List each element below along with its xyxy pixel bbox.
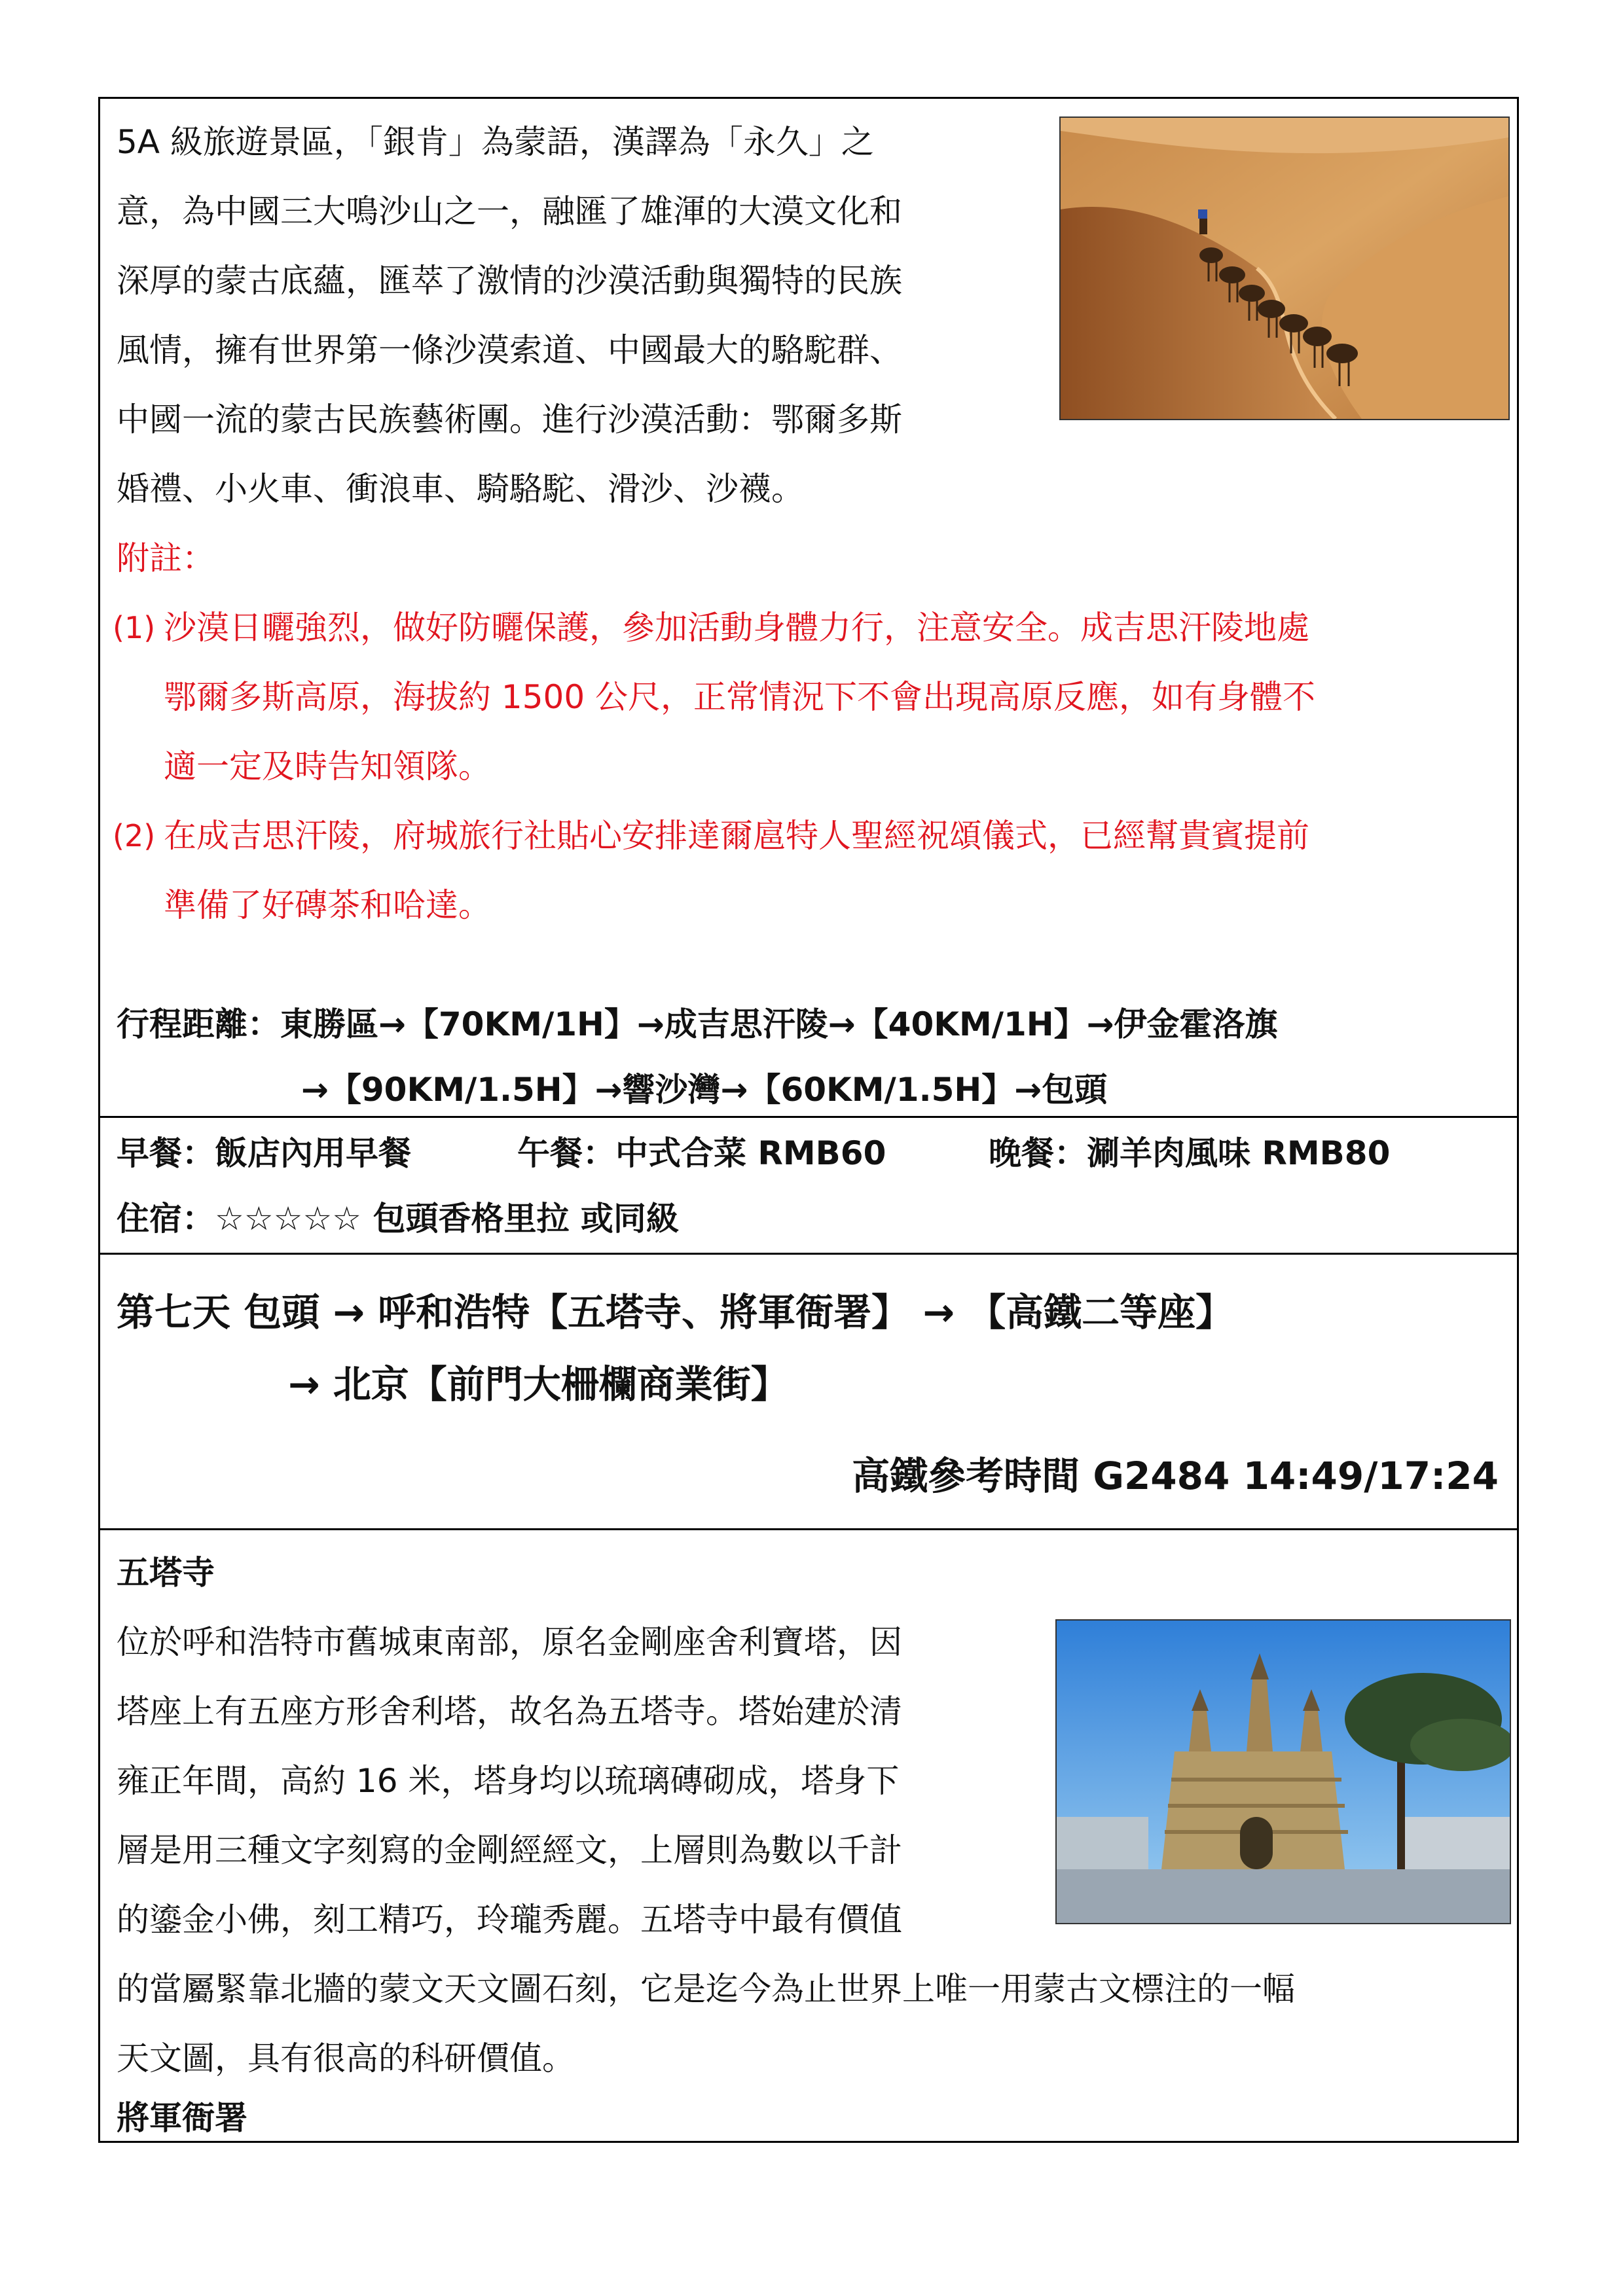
intro-line: 中國一流的蒙古民族藝術團。進行沙漠活動：鄂爾多斯 bbox=[117, 401, 902, 439]
wuta-line: 塔座上有五座方形舍利塔，故名為五塔寺。塔始建於清 bbox=[117, 1693, 902, 1731]
wuta-line: 位於呼和浩特市舊城東南部，原名金剛座舍利寶塔，因 bbox=[117, 1623, 902, 1661]
day-title: 第七天 包頭 → 呼和浩特【五塔寺、將軍衙署】 → 【高鐵二等座】 bbox=[117, 1290, 1234, 1335]
note-line: 在成吉思汗陵，府城旅行社貼心安排達爾扈特人聖經祝頌儀式，已經幫貴賓提前 bbox=[164, 817, 1309, 855]
note-line: 準備了好磚茶和哈達。 bbox=[164, 886, 491, 924]
intro-line: 深厚的蒙古底蘊，匯萃了激情的沙漠活動與獨特的民族 bbox=[117, 262, 902, 300]
note-line: 沙漠日曬強烈，做好防曬保護，參加活動身體力行，注意安全。成吉思汗陵地處 bbox=[164, 609, 1309, 647]
five-pagoda-photo bbox=[1055, 1619, 1511, 1924]
day-title-continued: → 北京【前門大柵欄商業街】 bbox=[288, 1362, 789, 1407]
intro-line: 風情，擁有世界第一條沙漠索道、中國最大的駱駝群、 bbox=[117, 331, 902, 369]
wuta-line: 層是用三種文字刻寫的金剛經經文，上層則為數以千計 bbox=[117, 1831, 902, 1869]
wuta-line: 的鎏金小佛，刻工精巧，玲瓏秀麗。五塔寺中最有價值 bbox=[117, 1901, 902, 1939]
section-heading-wuta: 五塔寺 bbox=[117, 1554, 215, 1592]
divider bbox=[98, 1253, 1519, 1255]
meal-breakfast: 早餐：飯店內用早餐 bbox=[117, 1134, 411, 1172]
note-marker: (1) bbox=[113, 610, 156, 645]
intro-line: 5A 級旅遊景區，「銀肯」為蒙語，漢譯為「永久」之 bbox=[117, 123, 874, 161]
divider bbox=[98, 1528, 1519, 1530]
wuta-line: 的當屬緊靠北牆的蒙文天文圖石刻，它是迄今為止世界上唯一用蒙古文標注的一幅 bbox=[117, 1970, 1295, 2008]
meal-dinner: 晚餐：涮羊肉風味 RMB80 bbox=[989, 1134, 1391, 1172]
route-distance: 行程距離：東勝區→【70KM/1H】→成吉思汗陵→【40KM/1H】→伊金霍洛旗 bbox=[117, 1005, 1278, 1043]
desert-camel-photo bbox=[1059, 117, 1510, 420]
note-line: 鄂爾多斯高原，海拔約 1500 公尺，正常情況下不會出現高原反應，如有身體不 bbox=[164, 678, 1316, 716]
note-line: 適一定及時告知領隊。 bbox=[164, 747, 491, 785]
train-reference-time: 高鐵參考時間 G2484 14:49/17:24 bbox=[852, 1454, 1499, 1498]
route-distance-continued: →【90KM/1.5H】→響沙灣→【60KM/1.5H】→包頭 bbox=[301, 1071, 1108, 1109]
intro-line: 意，為中國三大鳴沙山之一，融匯了雄渾的大漠文化和 bbox=[117, 192, 902, 230]
wuta-line: 雍正年間，高約 16 米，塔身均以琉璃磚砌成，塔身下 bbox=[117, 1762, 900, 1800]
notes-heading: 附註： bbox=[117, 539, 215, 577]
note-marker: (2) bbox=[113, 818, 156, 853]
hotel-info: 住宿：☆☆☆☆☆ 包頭香格里拉 或同級 bbox=[117, 1200, 679, 1238]
intro-line: 婚禮、小火車、衝浪車、騎駱駝、滑沙、沙襪。 bbox=[117, 470, 804, 508]
wuta-line: 天文圖，具有很高的科研價值。 bbox=[117, 2039, 575, 2077]
section-heading-general-office: 將軍衙署 bbox=[117, 2099, 247, 2137]
meal-lunch: 午餐：中式合菜 RMB60 bbox=[517, 1134, 886, 1172]
